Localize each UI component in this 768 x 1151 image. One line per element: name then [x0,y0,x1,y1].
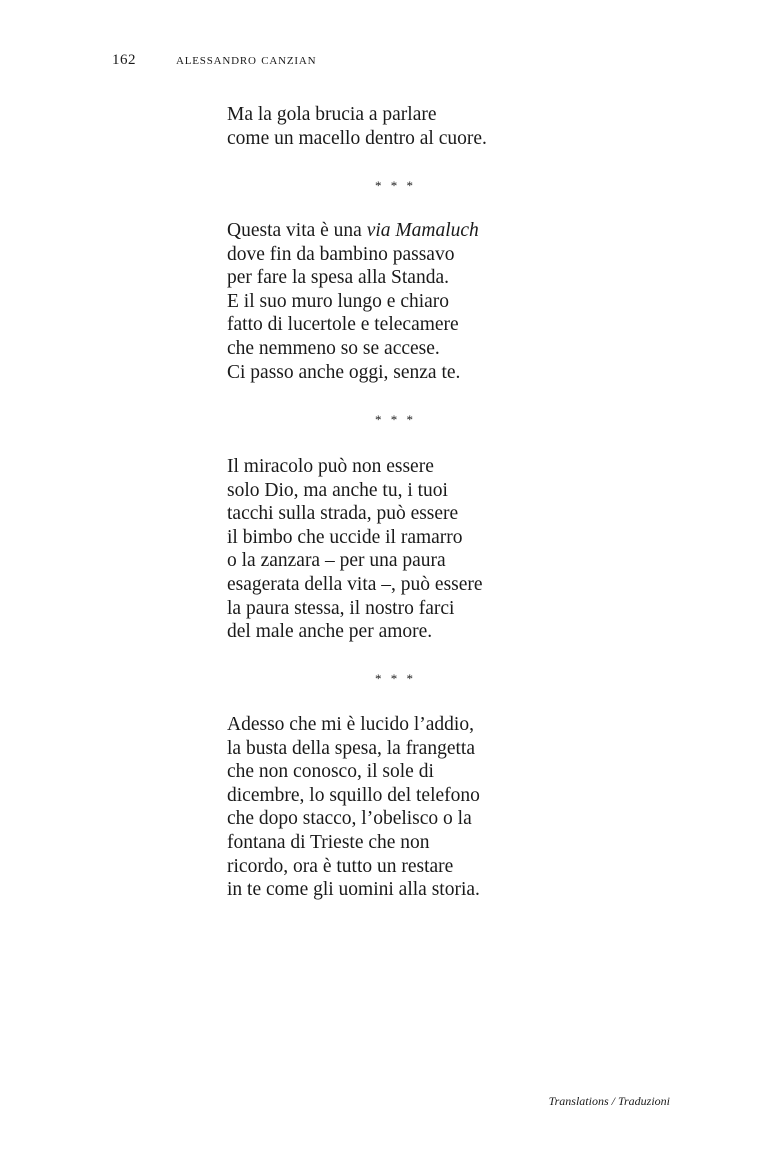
verse-line: dove fin da bambino passavo [227,243,455,265]
verse-line: E il suo muro lungo e chiaro [227,290,450,312]
verse-line: esagerata della vita –, può essere [227,573,483,595]
stanza-1 [227,103,547,150]
verse-line: come un macello dentro al cuore. [227,127,487,149]
verse-line: per fare la spesa alla Standa. [227,267,449,289]
stanza-2 [227,219,547,384]
author-name: alessandro canzian [176,52,317,68]
verse-line: del male anche per amore. [227,621,433,643]
stanza-4 [227,713,547,902]
verse-line [227,219,547,243]
verse-line: Ci passo anche oggi, senza te. [227,361,461,383]
stanza-3 [227,455,547,644]
verse-line: fatto di lucertole e telecamere [227,314,459,336]
verse-line: tacchi sulla strada, può essere [227,503,459,525]
verse-line: la paura stessa, il nostro farci [227,597,455,619]
verse-line: ricordo, ora è tutto un restare [227,855,454,877]
section-separator: * * * [375,412,416,427]
page-number: 162 [112,52,136,68]
verse-line: fontana di Trieste che non [227,831,430,853]
verse-line: che nemmeno so se accese. [227,337,440,359]
section-separator: * * * [375,671,416,686]
verse-line: la busta della spesa, la frangetta [227,737,475,759]
verse-line: Il miracolo può non essere [227,456,434,477]
verse-line: o la zanzara – per una paura [227,550,446,572]
verse-line: che non conosco, il sole di [227,761,434,783]
section-footer: Translations / Traduzioni [548,1094,670,1108]
verse-text: Questa vita è una [227,220,367,241]
verse-line: solo Dio, ma anche tu, i tuoi [227,479,448,501]
italic-place-name: via Mamaluch [366,220,479,241]
running-head [112,52,316,69]
verse-line: in te come gli uomini alla storia. [227,879,480,901]
verse-line: dicembre, lo squillo del telefono [227,784,480,806]
verse-line: Ma la gola brucia a parlare [227,104,437,125]
verse-line: che dopo stacco, l’obelisco o la [227,808,472,830]
verse-line: il bimbo che uccide il ramarro [227,526,463,548]
section-separator: * * * [375,178,416,193]
verse-line: Adesso che mi è lucido l’addio, [227,714,474,735]
